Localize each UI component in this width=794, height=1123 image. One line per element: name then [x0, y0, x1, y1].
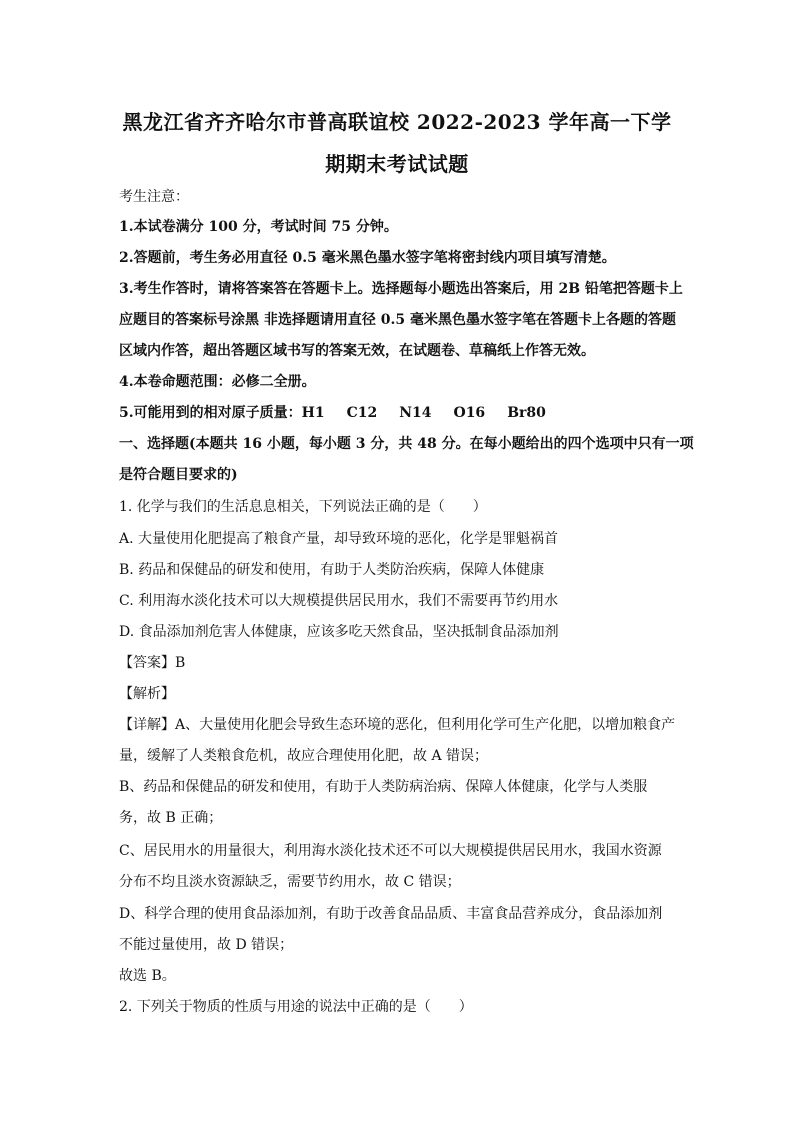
question-1-detail-line3: B、药品和保健品的研发和使用，有助于人类防病治病、保障人体健康，化学与人类服	[119, 779, 648, 795]
question-1-detail-line8: 不能过量使用，故 D 错误；	[119, 937, 294, 953]
notice-item-1: 1.本试卷满分 100 分，考试时间 75 分钟。	[119, 219, 398, 235]
question-1-option-a: A. 大量使用化肥提高了粮食产量，却导致环境的恶化，化学是罪魁祸首	[119, 531, 559, 547]
question-1-answer: 【答案】B	[119, 655, 186, 671]
atomic-mass-h: H1	[301, 405, 325, 421]
doc-title-line1: 黑龙江省齐齐哈尔市普高联谊校 2022-2023 学年高一下学	[122, 110, 672, 134]
question-1-detail-line6: 分布不均且淡水资源缺乏，需要节约用水，故 C 错误；	[119, 874, 461, 890]
question-1-conclusion: 故选 B。	[119, 968, 176, 984]
question-1-detail-line4: 务，故 B 正确；	[119, 810, 223, 826]
question-1-option-c: C. 利用海水淡化技术可以大规模提供居民用水，我们不需要再节约用水	[119, 593, 559, 609]
question-1-detail-line2: 量，缓解了人类粮食危机，故应合理使用化肥，故 A 错误；	[119, 748, 489, 764]
notice-item-3-line1: 3.考生作答时，请将答案答在答题卡上。选择题每小题选出答案后，用 2B 铅笔把答题卡上	[119, 281, 683, 297]
question-1-detail-line1: 【详解】A、大量使用化肥会导致生态环境的恶化，但利用化学可生产化肥，以增加粮食产	[119, 717, 676, 733]
notice-heading: 考生注意：	[119, 189, 189, 205]
section-heading-line1: 一、选择题(本题共 16 小题，每小题 3 分，共 48 分。在每小题给出的四个选项中只有一项	[119, 436, 694, 452]
section-heading-line2: 是符合题目要求的)	[119, 467, 238, 483]
notice-item-4: 4.本卷命题范围：必修二全册。	[119, 374, 316, 390]
atomic-mass-o: O16	[453, 405, 486, 421]
question-1-detail-line7: D、科学合理的使用食品添加剂，有助于改善食品品质、丰富食品营养成分，食品添加剂	[119, 906, 663, 922]
question-1-option-d: D. 食品添加剂危害人体健康，应该多吃天然食品，坚决抵制食品添加剂	[119, 624, 559, 640]
atomic-mass-n: N14	[399, 405, 432, 421]
question-2-stem: 2. 下列关于物质的性质与用途的说法中正确的是（ ）	[119, 999, 473, 1015]
question-1-detail-line5: C、居民用水的用量很大，利用海水淡化技术还不可以大规模提供居民用水，我国水资源	[119, 843, 662, 859]
atomic-mass-br: Br80	[507, 405, 546, 421]
doc-title-line2: 期期末考试试题	[325, 152, 469, 176]
notice-item-2: 2.答题前，考生务必用直径 0.5 毫米黑色墨水签字笔将密封线内项目填写清楚。	[119, 250, 616, 266]
atomic-mass-label: 5.可能用到的相对原子质量：	[119, 405, 302, 421]
question-1-analysis-label: 【解析】	[119, 686, 175, 702]
notice-item-3-line3: 区域内作答，超出答题区域书写的答案无效，在试题卷、草稿纸上作答无效。	[119, 343, 595, 359]
question-1-stem: 1. 化学与我们的生活息息相关，下列说法正确的是（ ）	[119, 499, 487, 515]
notice-item-5	[119, 404, 546, 422]
notice-item-3-line2: 应题目的答案标号涂黑 非选择题请用直径 0.5 毫米黑色墨水签字笔在答题卡上各题的答题	[119, 312, 676, 328]
question-1-option-b: B. 药品和保健品的研发和使用，有助于人类防治疾病，保障人体健康	[119, 562, 545, 578]
atomic-mass-c: C12	[346, 405, 378, 421]
